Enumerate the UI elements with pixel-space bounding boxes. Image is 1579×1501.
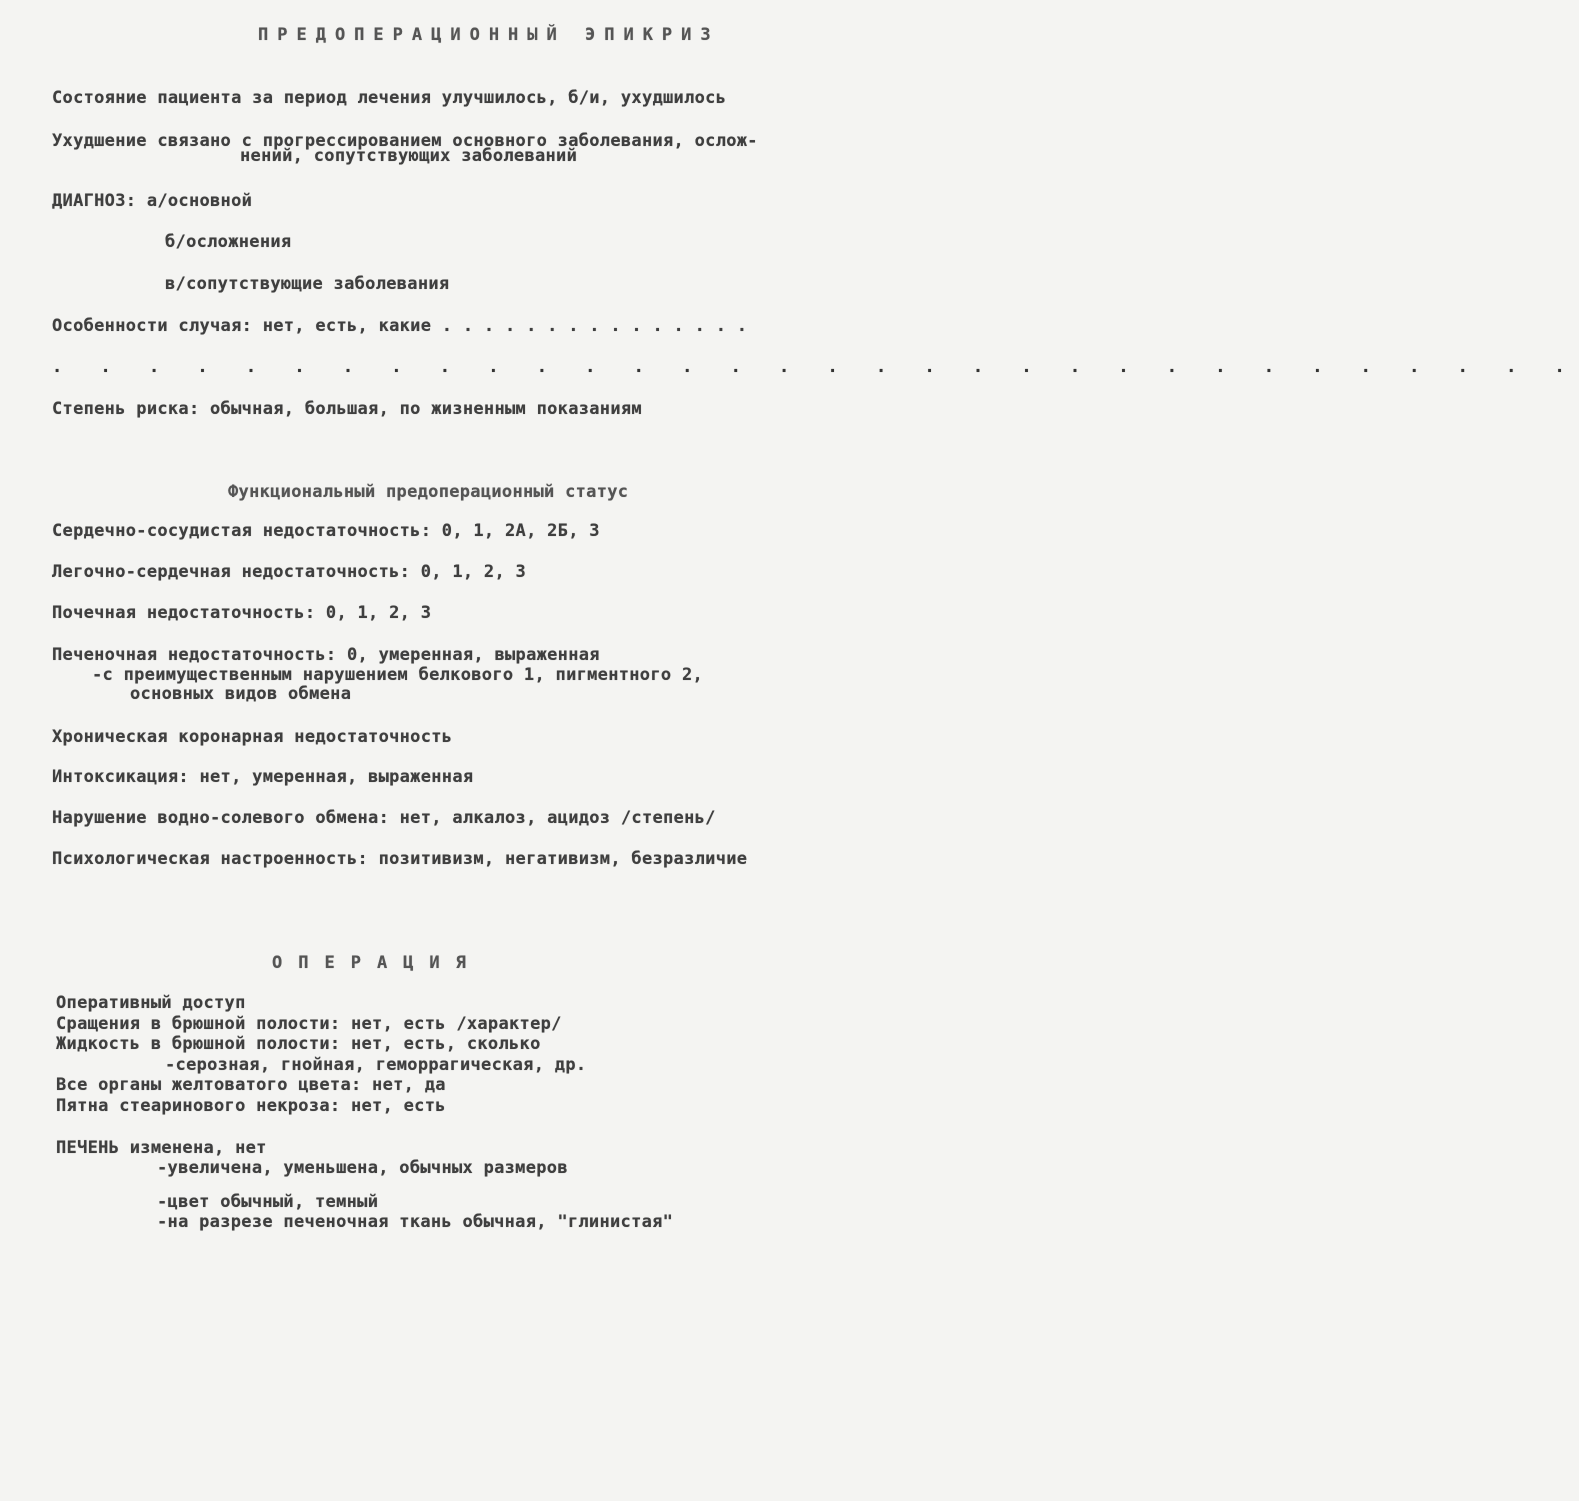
hepatic-line-1: Печеночная недостаточность: 0, умеренная, выраженная [52, 645, 600, 665]
diagnosis-main: ДИАГНОЗ: а/основной [52, 191, 253, 211]
diagnosis-concomitant: в/сопутствующие заболевания [165, 274, 450, 294]
liver-line-4: -на разрезе печеночная ткань обычная, "глинистая" [157, 1212, 674, 1232]
worsening-line-1: Ухудшение связано с прогрессированием основного заболевания, ослож- [52, 131, 758, 151]
diagnosis-complications: б/осложнения [165, 232, 292, 252]
fluid-line-2: -серозная, гнойная, геморрагическая, др. [165, 1055, 587, 1075]
liver-line-2: -увеличена, уменьшена, обычных размеров [157, 1158, 568, 1178]
liver-line-1: ПЕЧЕНЬ изменена, нет [56, 1138, 267, 1158]
fluid-line-1: Жидкость в брюшной полости: нет, есть, сколько [56, 1034, 541, 1054]
cardio-line: Сердечно-сосудистая недостаточность: 0, 1, 2А, 2Б, 3 [52, 521, 600, 541]
worsening-line-2: нений, сопутствующих заболеваний [240, 146, 578, 166]
operation-title: ОПЕРАЦИЯ [272, 953, 482, 973]
operative-access-line: Оперативный доступ [56, 993, 246, 1013]
stearin-necrosis-line: Пятна стеаринового некроза: нет, есть [56, 1096, 446, 1116]
case-features-line: Особенности случая: нет, есть, какие . . . . . . . . . . . . . . . [52, 316, 748, 336]
water-salt-line: Нарушение водно-солевого обмена: нет, алкалоз, ацидоз /степень/ [52, 808, 716, 828]
dotted-fill-line: . . . . . . . . . . . . . . . . . . . . . . . . . . . . . . . . [52, 357, 1579, 377]
coronary-line: Хроническая коронарная недостаточность [52, 727, 453, 747]
risk-degree-line: Степень риска: обычная, большая, по жизненным показаниям [52, 399, 642, 419]
intoxication-line: Интоксикация: нет, умеренная, выраженная [52, 767, 474, 787]
organs-color-line: Все органы желтоватого цвета: нет, да [56, 1075, 446, 1095]
renal-line: Почечная недостаточность: 0, 1, 2, 3 [52, 603, 432, 623]
status-title: Функциональный предоперационный статус [228, 482, 629, 502]
preop-title: ПРЕДОПЕРАЦИОННЫЙ ЭПИКРИЗ [258, 25, 720, 45]
hepatic-line-2: -с преимущественным нарушением белкового 1, пигментного 2, [92, 665, 704, 685]
hepatic-line-3: основных видов обмена [130, 684, 352, 704]
adhesions-line: Сращения в брюшной полости: нет, есть /характер/ [56, 1014, 562, 1034]
patient-state-line: Состояние пациента за период лечения улучшилось, б/и, ухудшилось [52, 88, 727, 108]
liver-line-3: -цвет обычный, темный [157, 1192, 379, 1212]
psychological-line: Психологическая настроенность: позитивизм, негативизм, безразличие [52, 849, 748, 869]
pulmo-line: Легочно-сердечная недостаточность: 0, 1, 2, 3 [52, 562, 527, 582]
